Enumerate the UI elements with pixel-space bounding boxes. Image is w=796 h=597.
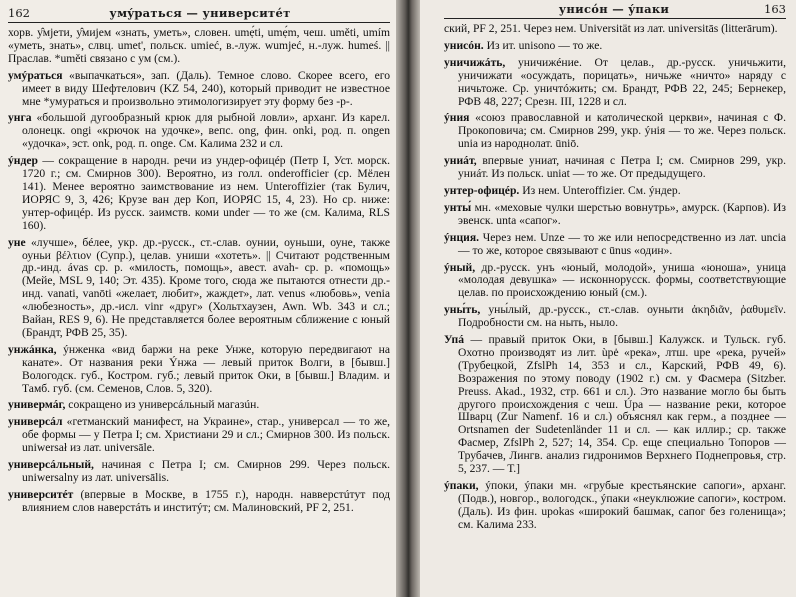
dictionary-entry: унты́ мн. «меховые чулки шерстью вовнутрь», амурск. (Карпов). Из эвенск. unta «сапог». (444, 200, 786, 227)
right-page-number: 163 (764, 2, 786, 16)
dictionary-entry: универмáг, сокращено из универсáльный магазúн. (8, 398, 260, 412)
right-entries (444, 23, 786, 532)
left-running-head (8, 6, 390, 23)
headword: Упá (444, 333, 465, 347)
dictionary-entry: умýраться «выпачкаться», зап. (Даль). Темное слово. Скорее всего, его имеет в виду Шефтелович (KZ 54, 240), который приводит не известное мне *умураться и произвольно этимологизирует эту форму без -р-. (8, 68, 390, 108)
dictionary-entry: ский, PF 2, 251. Через нем. Universität из лат. universitās (litterārum). (444, 22, 778, 35)
headword: универмáг, (8, 398, 66, 412)
dictionary-entry: ýния «союз православной и католической церкви», начиная с Ф. Прокоповича; см. Смирнов 299, укр. ýнiя — то же. Через польск. unia из народнолат. ūniō. (444, 111, 786, 151)
dictionary-entry: унтер-офицéр. Из нем. Unteroffizier. См. ýндер. (444, 183, 681, 197)
dictionary-entry: ýпаки, ýпоки, ýпаки мн. «грубые крестьянские сапоги», арханг. (Подв.), новгор., вологодск., ýпаки «неуклюжие сапоги», костром. (Даль). Из фин. upokas «широкий башмак, сапог без голенища»; см. Калима 233. (444, 479, 786, 531)
headword: унтер-офицéр. (444, 183, 520, 197)
right-running-head (444, 2, 786, 19)
dictionary-entry: унжáнка, ýнженка «вид баржи на реке Унже, которую передвигают на канате». От названия реки Ýнжа — левый приток Волги, в [бывш.] Вологодск. губ., Костром. губ.; левый приток Оки, в [бывш.] Владим. и Тамб. губ. (см. Семенов, Слов. 5, 320). (8, 342, 390, 395)
headword: универсáльный, (8, 458, 94, 472)
headword: унжáнка, (8, 342, 57, 356)
dictionary-entry: униáт, впервые униат, начиная с Петра I; см. Смирнов 299, укр. униáт. Из польск. uniat — то же. От предыдущего. (444, 154, 786, 181)
headword: унга (8, 111, 32, 125)
headword: умýраться (8, 68, 63, 82)
headword: университéт (8, 487, 74, 501)
dictionary-entry: хорв. у̂мjети, у̂миjем «знать, уметь», словен. umẹ́ti, umẹ́m, чеш. uměti, umím «уметь, знать», слвц. umet', польск. umieć, в.-луж. wumjeć, н.-луж. humeś. || Праслав. *uměti связано с ум (см.). (8, 26, 390, 65)
dictionary-entry: ýный, др.-русск. унъ «юный, молодой», униша «юноша», уница «молодая девушка» — исконнорусск. формы, соответствующие целав. по происхождению юный (см.). (444, 260, 786, 300)
left-header-title: умýраться — университéт (109, 6, 291, 20)
dictionary-entry: универсáльный, начиная с Петра I; см. Смирнов 299. Через польск. uniwersalny из лат. universālis. (8, 458, 390, 484)
headword: универсáл (8, 415, 63, 429)
headword: ýный, (444, 260, 476, 274)
dictionary-entry: уничижáть, уничижéние. От целав., др.-русск. уничьжити, уничижати «осуждать, порицать», ничьже «ничто» наряду с ничьтоже. Ср. уничтóжить; см. Брандт, РФВ 22, 245; Бернекер, РФВ 48, 227; Срезн. III, 1228 и сл. (444, 55, 786, 108)
left-entries (8, 27, 390, 515)
dictionary-entry: университéт (впервые в Москве, в 1755 г.), народн. навверстúтут под влиянием слов наверстáть и инститýт; см. Малиновский, PF 2, 251. (8, 487, 391, 514)
dictionary-entry: ýндер — сокращение в народн. речи из ундер-офицéр (Петр I, Уст. морск. 1720 г.; см. Смирнов 300). Вероятно, из голл. onderofficier (ср. Мёлен 141). Менее вероятно заимствование из нем. Unteroffizier (так Булич, ИОРЯС 9, 3, 426; Крузе ван дер Коп, ИОРЯС 15, 4, 23). Но ср. ниже: унтер-офицéр. Из русск. заимств. коми under — то же (см. Калима, RLS 160). (8, 154, 390, 232)
headword: ýндер (8, 154, 38, 168)
dictionary-entry: Упá — правый приток Оки, в [бывш.] Калужск. и Тульск. губ. Охотно производят из лит. ùpė «река», лтш. upe «река, ручей» (Трубецкой, ZfslPh 14, 353 и сл., Карский, РФВ 49, 6). Возражения по этому поводу (1902 г.) см. у Фасмера (Sitzber. Preuss. Akad., 1932, стр. 661 и сл.). Это название могло бы быть другого происхождения с чеш. Úpa — название реки, которое Шварц (Zur Namenf. 16 и сл.) объяснял как герм., а позднее — Ortsnamen der Sudetenländer 11 и сл. — как иллир.; ср. также Фасмер, ZfslPh 2, 527; 14, 354. Ср. еще специально Топоров — Трубачев, Лингв. анализ гидронимов Верхнего Поднепровья, стр. 5, 237. — Т.] (444, 333, 786, 476)
headword: уны́ть, (444, 303, 481, 317)
right-page (420, 0, 796, 597)
headword: унисóн. (444, 38, 484, 52)
dictionary-entry: уне «лучше», бéлее, укр. др.-русск., ст.-слав. оунии, оуньши, оуне, также оуньи βέλτιον (Супр.), целав. униши «хотеть». || Считают родственным др.-инд. ávas ср. р. «милость, помощь», авест. avah- ср. р. «помощь» (Мейе, MSL 9, 140; Эт. 435). Кроме того, сюда же пытаются отнести др.-инд. vanati, vanōti «желает, любит», жаждет», лат. venus «любовь», venia «любезность», др.-исл. vinr «друг» (Хольтхаузен, Awn. Wb. 343 и сл.; Вайан, RES 9, 6). Не представляется более вероятным сближение с юный (Брандт, РФВ 25, 35). (8, 235, 390, 339)
dictionary-entry: уны́ть, уны́лый, др.-русск., ст.-слав. оуныти ἀκηδιᾶν, ῥαθυμεῖν. Подробности см. на ныть, ныло. (444, 303, 786, 330)
right-header-title: унисóн — ýпаки (558, 2, 670, 16)
left-page (0, 0, 396, 597)
dictionary-entry: универсáл «гетманский манифест, на Украине», стар., универсал — то же, обе формы — у Петра I; см. Христиани 29 и сл.; Смирнов 300. Из польск. uniwersał из лат. universāle. (8, 415, 390, 455)
headword: ýпаки, (444, 479, 479, 492)
headword: ýнция. (444, 230, 480, 244)
dictionary-entry: унга «большой дугообразный крюк для рыбной ловли», арханг. Из карел. олонецк. ongi «крючок на удочке», вепс. ong, фин. onki, род. п. ongen «удочка», эст. onk, род. п. onge. См. Калима 232 и сл. (8, 111, 390, 151)
headword: уничижáть, (444, 55, 506, 69)
book-gutter (396, 0, 420, 597)
dictionary-entry: унисóн. Из ит. unisono — то же. (444, 38, 603, 52)
headword: уне (8, 235, 26, 249)
left-page-number: 162 (8, 6, 30, 20)
headword: униáт, (444, 154, 477, 168)
headword: унты́ (444, 200, 472, 214)
headword: ýния (444, 111, 470, 125)
dictionary-entry: ýнция. Через нем. Unze — то же или непосредственно из лат. uncia — то же, которое связывают с ūnus «один». (444, 230, 786, 257)
